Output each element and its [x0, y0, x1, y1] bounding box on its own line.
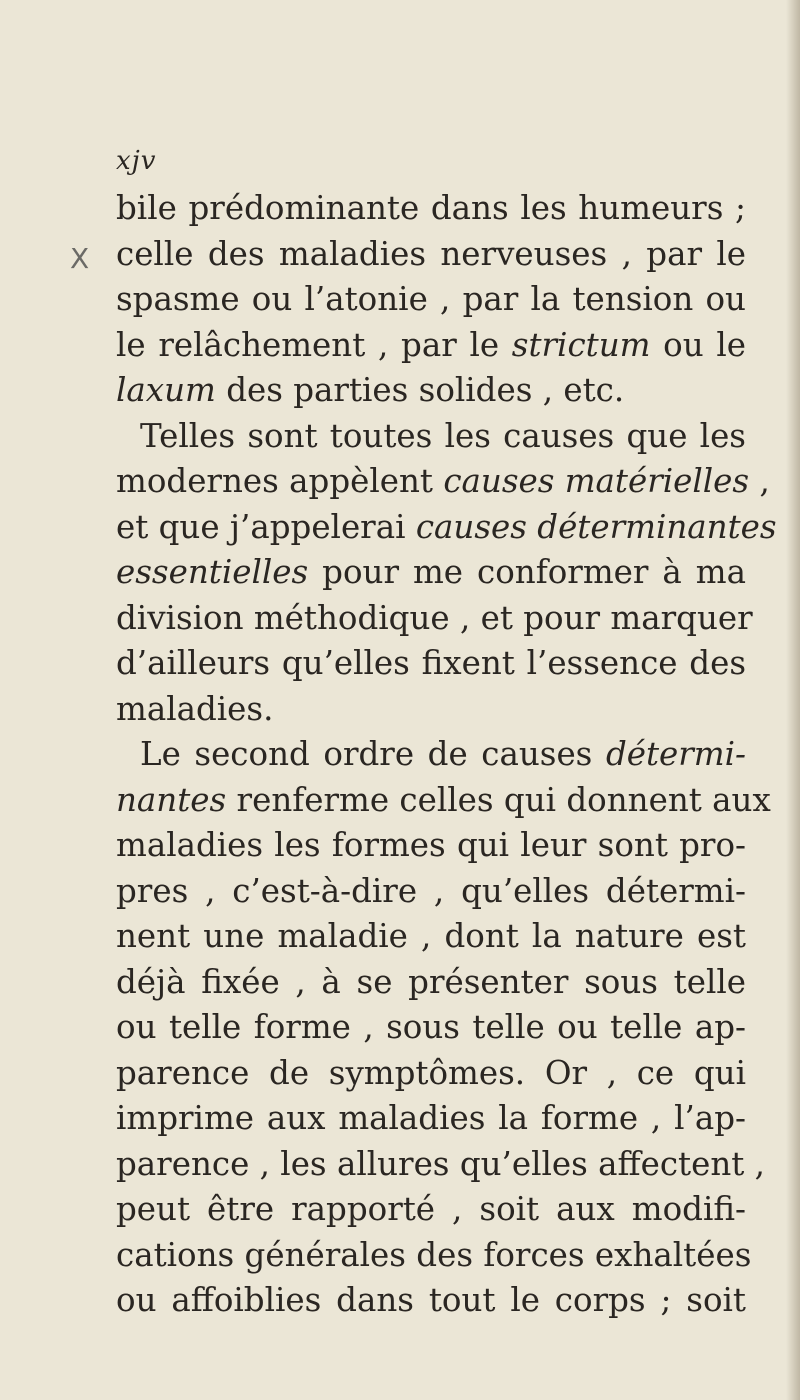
- page-edge-shadow: [786, 0, 800, 1400]
- text-run: modernes appèlent: [116, 462, 444, 500]
- text-line: [116, 596, 753, 642]
- text-run: nent une maladie , dont la nature est: [116, 917, 746, 955]
- text-line: [116, 232, 746, 278]
- text-line: [116, 1187, 746, 1233]
- text-line: [116, 505, 777, 551]
- text-line: [116, 1233, 752, 1279]
- text-line: [116, 914, 746, 960]
- text-line: [116, 1096, 746, 1142]
- page-number: xjv: [116, 146, 157, 176]
- text-run: ou le: [650, 325, 747, 364]
- text-run: parence de symptômes. Or , ce qui: [116, 1053, 746, 1092]
- italic-term: détermi-: [605, 735, 746, 773]
- text-run: pres , c’est-à-dire , qu’elles détermi-: [116, 871, 746, 910]
- text-line: [116, 1278, 746, 1324]
- text-line: [116, 641, 746, 687]
- text-run: Telles sont toutes les causes que les: [140, 416, 746, 455]
- text-line: [116, 778, 771, 824]
- text-line: [116, 368, 746, 414]
- text-line: [116, 186, 746, 232]
- italic-term: causes matérielles: [443, 462, 750, 500]
- text-run: pour me conformer à ma: [308, 553, 746, 591]
- text-run: division méthodique , et pour marquer: [116, 598, 753, 637]
- text-line: [116, 1051, 746, 1097]
- text-run: parence , les allures qu’elles affectent ,: [116, 1144, 766, 1183]
- text-line: [116, 869, 746, 915]
- text-run: déjà fixée , à se présenter sous telle: [116, 962, 746, 1001]
- text-line: [116, 1142, 766, 1188]
- margin-annotation: X: [70, 242, 90, 275]
- text-run: d’ailleurs qu’elles fixent l’essence des: [116, 644, 746, 682]
- text-run: maladies.: [116, 689, 274, 728]
- italic-term: laxum: [116, 371, 216, 409]
- text-run: maladies les formes qui leur sont pro-: [116, 826, 746, 864]
- text-line: [116, 277, 746, 323]
- text-run: celle des maladies nerveuses , par le: [116, 234, 746, 273]
- text-run: ou telle forme , sous telle ou telle ap-: [116, 1008, 746, 1046]
- body-text: [116, 186, 777, 1324]
- text-run: spasme ou l’atonie , par la tension ou: [116, 280, 746, 318]
- text-line: [116, 823, 746, 869]
- text-run: ,: [749, 462, 770, 500]
- text-run: des parties solides , etc.: [215, 371, 625, 409]
- paragraph-start-line: [116, 414, 746, 460]
- text-line: [116, 323, 746, 369]
- italic-term: strictum: [511, 325, 651, 364]
- text-line: [116, 960, 746, 1006]
- text-run: imprime aux maladies la forme , l’ap-: [116, 1099, 746, 1137]
- italic-term: causes déterminantes: [415, 507, 777, 546]
- text-run: cations générales des forces exhaltées: [116, 1235, 752, 1274]
- text-line: [116, 687, 746, 733]
- text-run: ou affoiblies dans tout le corps ; soit: [116, 1281, 746, 1319]
- text-line: [116, 459, 770, 505]
- text-run: peut être rapporté , soit aux modifi-: [116, 1190, 746, 1228]
- italic-term: nantes: [116, 780, 227, 819]
- paragraph-start-line: [116, 732, 746, 778]
- italic-term: essentielles: [116, 553, 309, 591]
- text-line: [116, 550, 746, 596]
- text-line: [116, 1005, 746, 1051]
- text-run: bile prédominante dans les humeurs ;: [116, 189, 746, 227]
- text-run: et que j’appelerai: [116, 507, 416, 546]
- text-run: Le second ordre de causes: [140, 735, 606, 773]
- text-run: renferme celles qui donnent aux: [226, 780, 771, 819]
- text-run: le relâchement , par le: [116, 325, 512, 364]
